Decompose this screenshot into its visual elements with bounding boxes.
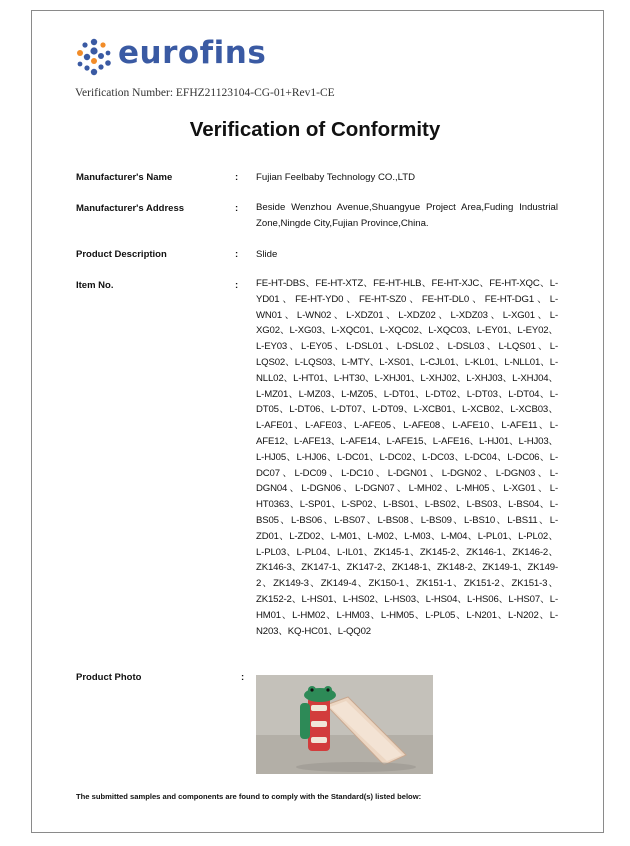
product-description-value: Slide (256, 249, 278, 260)
compliance-note: The submitted samples and components are found to comply with the Standard(s) listed below: (76, 792, 422, 801)
product-photo-label: Product Photo (76, 672, 142, 683)
logo-wordmark: eurofins (118, 35, 267, 71)
verification-number: Verification Number: EFHZ21123104-CG-01+Rev1-CE (75, 87, 335, 99)
product-description-label: Product Description (76, 249, 167, 260)
item-no-label: Item No. (76, 280, 114, 291)
slide-photo (256, 675, 433, 774)
manufacturer-address-label: Manufacturer's Address (76, 203, 185, 214)
manufacturer-name-value: Fujian Feelbaby Technology CO.,LTD (256, 172, 416, 183)
colon-separator: : (235, 249, 239, 260)
colon-separator: : (235, 203, 239, 214)
colon-separator: : (235, 280, 239, 291)
product-photo (256, 675, 433, 774)
colon-separator: : (235, 172, 239, 183)
page-title: Verification of Conformity (189, 118, 441, 141)
manufacturer-address-value: Beside Wenzhou Avenue,Shuangyue Project Area,Fuding Industrial Zone,Ningde City,Fujian Province,China. (256, 202, 558, 229)
eurofins-dots-icon (74, 37, 114, 77)
item-no-value: FE-HT-DBS、FE-HT-XTZ、FE-HT-HLB、FE-HT-XJC、FE-HT-XQC、L-YD01、FE-HT-YD0、FE-HT-SZ0、FE-HT-DL0、FE-HT-DG1、L-WN01、L-WN02、L-XDZ01、L-XDZ02、L-XDZ03、L-XG01、L-XG02、L-XG03、L-XQC01、L-XQC02、L-XQC03、L-EY01、L-EY02、L-EY03、L-EY05、L-DSL01、L-DSL02、L-DSL03、L-LQS01、L-LQS02、L-LQS03、L-MTY、L-XS01、L-CJL01、L-KL01、L-NLL01、L-NLL02、L-HT01、L-HT30、L-XHJ01、L-XHJ02、L-XHJ03、L-XHJ04、L-MZ01、L-MZ03、L-MZ05、L-DT01、L-DT02、L-DT03、L-DT04、L-DT05、L-DT06、L-DT07、L-DT09、L-XCB01、L-XCB02、L-XCB03、L-AFE01、L-AFE03、L-AFE05、L-AFE08、L-AFE10、L-AFE11、L-AFE12、L-AFE13、L-AFE14、L-AFE15、L-AFE16、L-HJ01、L-HJ03、L-HJ05、L-HJ06、L-DC01、L-DC02、L-DC03、L-DC04、L-DC06、L-DC07、L-DC09、L-DC10、L-DGN01、L-DGN02、L-DGN03、L-DGN04、L-DGN06、L-DGN07、L-MH02、L-MH05、L-XG01、L-HT0363、L-SP01、L-SP02、L-BS01、L-BS02、L-BS03、L-BS04、L-BS05、L-BS06、L-BS07、L-BS08、L-BS09、L-BS10、L-BS11、L-ZD01、L-ZD02、L-M01、L-M02、L-M03、L-M04、L-PL01、L-PL02、L-PL03、L-PL04、L-IL01、ZK145-1、ZK145-2、ZK146-1、ZK146-2、ZK146-3、ZK147-1、ZK147-2、ZK148-1、ZK148-2、ZK149-1、ZK149-2、ZK149-3、ZK149-4、ZK150-1、ZK151-1、ZK151-2、ZK151-3、ZK152-2、L-HS01、L-HS02、L-HS03、L-HS04、L-HS06、L-HS07、L-HM01、L-HM02、L-HM03、L-HM05、L-PL05、L-N201、L-N202、L-N203、KQ-HC01、L-QQ02 (256, 278, 558, 637)
manufacturer-name-label: Manufacturer's Name (76, 172, 173, 183)
colon-separator: : (241, 672, 245, 683)
